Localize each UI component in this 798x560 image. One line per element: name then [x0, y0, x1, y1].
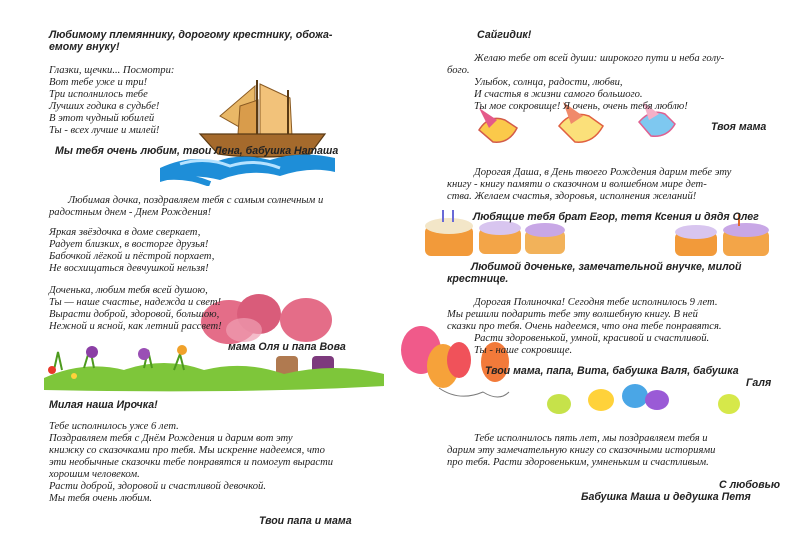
paragraph-line: Тебе исполнилось пять лет, мы поздравляем тебя и — [474, 433, 708, 444]
poem-line: Глазки, щечки... Посмотри: — [49, 65, 175, 76]
signature-1: Мы тебя очень любим, твои Лена, бабушка Наташа — [55, 145, 339, 157]
poem-line: Не восхищаться девчушкой нельзя! — [49, 263, 209, 274]
paragraph-line: эти необычные сказочки тебе понравятся и помогут вырасти — [49, 457, 334, 468]
paragraph-line: Желаю тебе от всей души: широкого пути и неба голу- — [474, 53, 725, 64]
poem-line: Лучших годика в судьбе! — [49, 101, 160, 112]
ship-illustration — [160, 76, 340, 186]
paragraph-line: про тебя. Расти здоровеньким, умненьким и счастливым. — [447, 457, 709, 468]
heading-3: Милая наша Ирочка! — [49, 399, 158, 411]
paragraph-line: радостным днем - Днем Рождения! — [49, 207, 212, 218]
heading-r3-cont: крестнице. — [447, 273, 509, 285]
signature-3: Твои папа и мама — [259, 515, 352, 527]
paragraph-line: Любимая дочка, поздравляем тебя с самым солнечным и — [68, 195, 324, 206]
right-page — [399, 0, 798, 560]
poem-line: Вот тебе уже и три! — [49, 77, 148, 88]
paragraph-line: И счастья в жизни самого большого. — [474, 89, 643, 100]
paragraph-line: Расти доброй, здоровой и счастливой девочкой. — [49, 481, 266, 492]
poem-line: Вырасти доброй, здоровой, большою, — [49, 309, 220, 320]
paragraph-line: Расти здоровенькой, умной, красивой и счастливой. — [474, 333, 710, 344]
paragraph-line: дарим эту замечательную книгу со сказочными историями — [447, 445, 716, 456]
poem-line: В этот чудный юбилей — [49, 113, 155, 124]
heading-1-cont: емому внуку! — [49, 41, 120, 53]
poem-line: Ты - всех лучше и милей! — [49, 125, 160, 136]
paragraph-line: книжку со сказочками про тебя. Мы искренне надеемся, что — [49, 445, 325, 456]
signature-r3-cont: Галя — [746, 377, 772, 389]
poem-line: Бабочкой лёгкой и пёстрой порхает, — [49, 251, 215, 262]
signature-r3: Твои мама, папа, Вита, бабушка Валя, бабушка — [485, 365, 739, 377]
paragraph-line: Ты мое сокровище! Я очень, очень тебя люблю! — [474, 101, 688, 112]
heading-r3: Любимой доченьке, замечательной внучке, милой — [471, 261, 742, 273]
heading-r1: Сайгидик! — [477, 29, 532, 41]
paragraph-line: Мы тебя очень любим. — [49, 493, 152, 504]
paragraph-line: Дорогая Даша, в День твоего Рождения дарим тебе эту — [474, 167, 732, 178]
signature-2: мама Оля и папа Вова — [228, 341, 346, 353]
signature-r2: Любящие тебя брат Егор, тетя Ксения и дядя Олег — [473, 211, 759, 223]
poem-line: Доченька, любим тебя всей душою, — [49, 285, 208, 296]
poem-line: Три исполнилось тебе — [49, 89, 148, 100]
heading-1: Любимому племяннику, дорогому крестнику, обожа- — [49, 29, 333, 41]
signature-r1: Твоя мама — [711, 121, 767, 133]
paragraph-line: хорошим человеком. — [49, 469, 140, 480]
poem-line: Яркая звёздочка в доме сверкает, — [49, 227, 201, 238]
paragraph-line: сказки про тебя. Очень надеемся, что она тебе понравятся. — [447, 321, 722, 332]
paragraph-line: книгу - книгу памяти о сказочном и волшебном мире дет- — [447, 179, 707, 190]
paragraph-line: Ты - наше сокровище. — [474, 345, 573, 356]
paragraph-line: Мы решили подарить тебе эту волшебную книгу. В ней — [447, 309, 698, 320]
paragraph-line: Тебе исполнилось уже 6 лет. — [49, 421, 179, 432]
paragraph-line: Поздравляем тебя с Днём Рождения и дарим вот эту — [49, 433, 293, 444]
poem-line: Ты — наше счастье, надежда и свет! — [49, 297, 222, 308]
paragraph-line: ства. Желаем счастья, здоровья, исполнения желаний! — [447, 191, 697, 202]
paragraph-line: Улыбок, солнца, радости, любви, — [474, 77, 623, 88]
poem-line: Радует близких, в восторге друзья! — [49, 239, 209, 250]
poem-line: Нежной и ясной, как летний рассвет! — [49, 321, 222, 332]
paragraph-line: бого. — [447, 65, 470, 76]
signature-r4: С любовью — [719, 479, 781, 491]
paragraph-line: Дорогая Полиночка! Сегодня тебе исполнилось 9 лет. — [474, 297, 718, 308]
signature-r4-cont: Бабушка Маша и дедушка Петя — [581, 491, 751, 503]
